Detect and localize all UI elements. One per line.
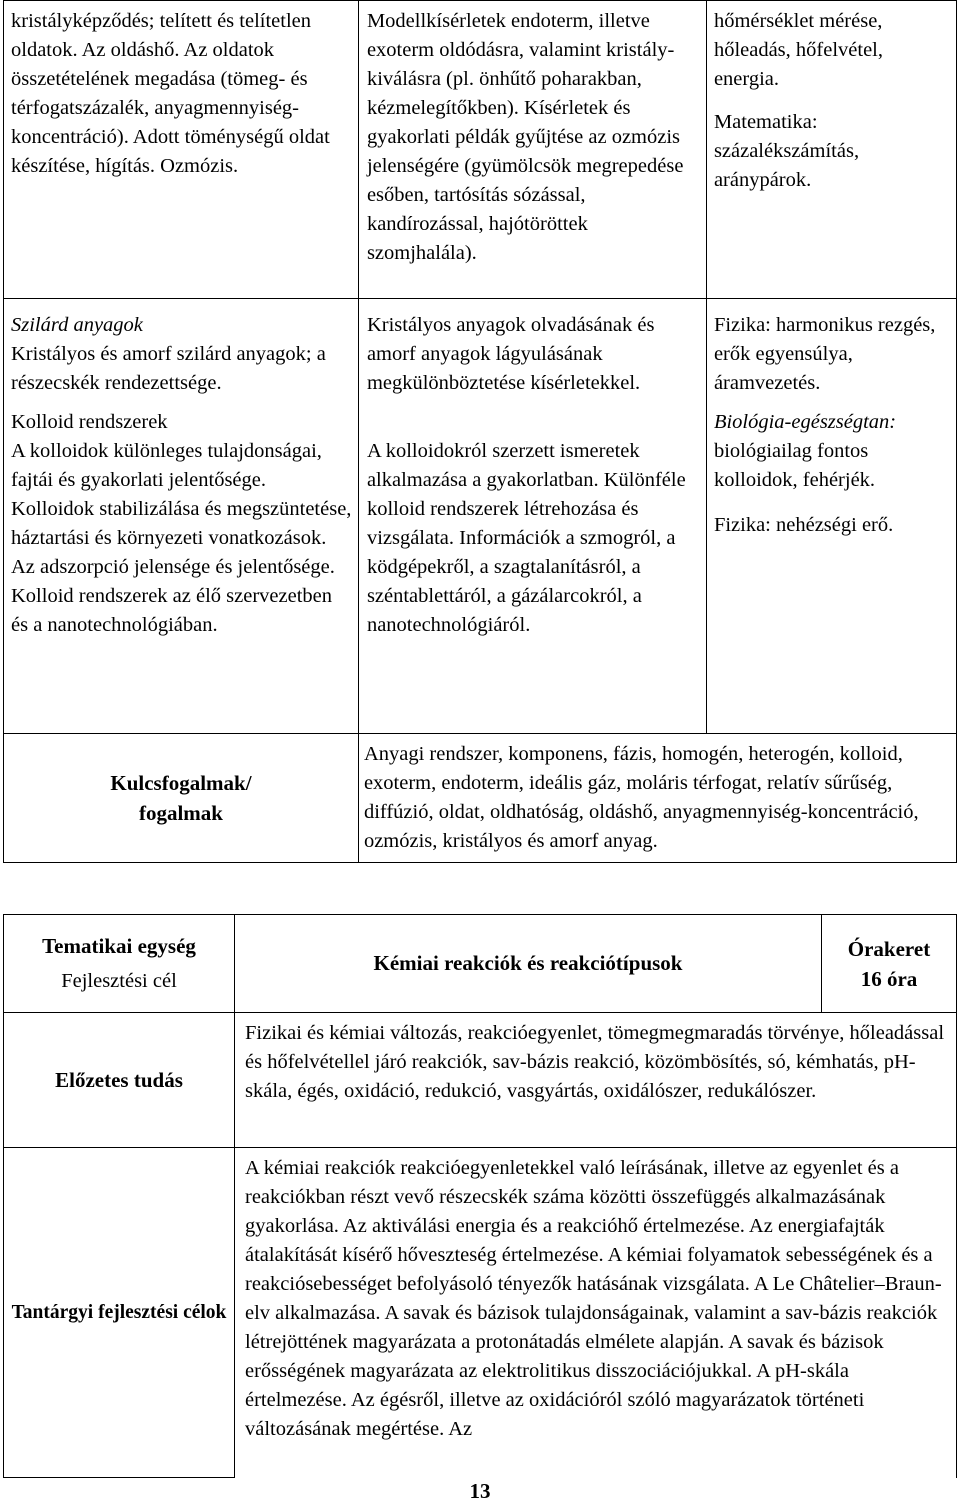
activities-cell-solutions <box>358 1 706 299</box>
hours-cell <box>822 915 957 1013</box>
physics-link-2: Fizika: nehézségi erő. <box>713 514 894 536</box>
development-goals-label-cell <box>4 1148 235 1478</box>
colloid-activity-text: A kolloidokról szerzett ismeretek alkalmazása a gyakorlatban. Különféle kolloid rendszerek létrehozása és vizsgálata. Információk a szmogról, a ködgépekről, a szagtalanításról, a széntablettáról, a gázálarcokról, a nanotechnológiáról. <box>366 440 686 636</box>
key-concepts-label-2: fogalmak <box>138 801 223 825</box>
solids-title: Szilárd anyagok <box>11 314 143 336</box>
page-number: 13 <box>469 1479 491 1503</box>
unit-header-cell <box>4 915 235 1013</box>
key-concepts-text-cell <box>358 734 956 863</box>
prior-knowledge-label: Előzetes tudás <box>55 1067 183 1092</box>
key-concepts-label-cell <box>4 734 359 863</box>
tematikai-label: Tematikai egység <box>42 933 196 958</box>
development-goals-text-cell <box>235 1148 957 1478</box>
crystal-activity-text: Kristályos anyagok olvadásának és amorf anyagok lágyulásának megkülönböztetése kísérletekkel. <box>366 314 655 394</box>
solutions-activities-text: Modellkísérletek endoterm, illetve exoterm oldódásra, valamint kristály-kiválásra (pl. önhűtő poharakban, kézmelegítőkben). Kísérletek és gyakorlati példák gyűjtése az ozmózis jelenségére (gyümölcsök megrepedése esőben, tartósítás sózással, kandírozással, hajótöröttek szomjhalála). <box>366 10 684 264</box>
prior-knowledge-text: Fizikai és kémiai változás, reakcióegyenlet, tömegmegmaradás törvénye, hőleadással és hőfelvétellel járó reakciók, sav-bázis reakció, közömbösítés, só, kémhatás, pH-skála, égés, oxidáció, redukció, vasgyártás, oxidálószer, redukálószer. <box>245 1022 945 1102</box>
physics-link-1: Fizika: harmonikus rezgés, erők egyensúlya, áramvezetés. <box>713 314 936 394</box>
biology-label: Biológia-egészségtan: <box>713 411 897 433</box>
hours-value: 16 óra <box>860 966 918 991</box>
curriculum-table-bottom <box>3 914 957 1478</box>
prior-knowledge-text-cell <box>235 1013 957 1148</box>
biology-text: biológiailag fontos kolloidok, fehérjék. <box>713 440 876 491</box>
solids-text: Kristályos és amorf szilárd anyagok; a részecskék rendezettsége. <box>11 343 326 394</box>
fejlesztesi-label: Fejlesztési cél <box>61 969 177 992</box>
unit-title-cell <box>235 915 822 1013</box>
math-label: Matematika: <box>713 111 818 133</box>
links-cell-solids <box>706 299 956 734</box>
colloid-text: A kolloidok különleges tulajdonságai, fajtái és gyakorlati jelentősége. Kolloidok stabilizálása és megszüntetése, háztartási és környezeti vonatkozások. Az adszorpció jelensége és jelentősége. Kolloid rendszerek az élő szervezetben és a nanotechnológiában. <box>11 440 352 636</box>
links-cell-solutions <box>706 1 956 299</box>
key-concepts-label-1: Kulcsfogalmak/ <box>110 771 252 795</box>
content-cell-solutions <box>4 1 359 299</box>
colloid-title: Kolloid rendszerek <box>11 411 168 433</box>
development-goals-label: Tantárgyi fejlesztési célok <box>11 1301 227 1323</box>
content-cell-solids <box>4 299 359 734</box>
solutions-text: kristályképződés; telített és telítetlen oldatok. Az oldáshő. Az oldatok összetételének megadása (tömeg- és térfogatszázalék, anyagmennyiség-koncentráció). Adott töménységű oldat készítése, hígítás. Ozmózis. <box>11 10 330 177</box>
physics-links-text: hőmérséklet mérése, hőleadás, hőfelvétel, energia. <box>713 10 883 90</box>
curriculum-table-top <box>3 0 957 863</box>
activities-cell-solids <box>358 299 706 734</box>
prior-knowledge-label-cell <box>4 1013 235 1148</box>
math-text: százalékszámítás, aránypárok. <box>713 140 860 191</box>
hours-label: Órakeret <box>847 936 931 961</box>
development-goals-text: A kémiai reakciók reakcióegyenletekkel való leírásának, illetve az egyenlet és a reakciókban részt vevő részecskék száma közötti összefüggés alkalmazásának gyakorlása. Az aktiválási energia és a reakcióhő értelmezése. Az energiafajták átalakítását kísérő hőveszteség értelmezése. A kémiai folyamatok sebességének és a reakciósebességet befolyásoló tényezők hatásának vizsgálata. A Le Châtelier–Braun-elv alkalmazása. A savak és bázisok tulajdonságainak, valamint a sav-bázis reakciók létrejöttének magyarázata a protonátadás elmélete alapján. A savak és bázisok erősségének magyarázata az elektrolitikus disszociációjukkal. A pH-skála értelmezése. Az égésről, illetve az oxidációról szóló magyarázatok történeti változásának megértése. Az <box>245 1157 942 1440</box>
unit-title: Kémiai reakciók és reakciótípusok <box>373 951 683 975</box>
key-concepts-text: Anyagi rendszer, komponens, fázis, homogén, heterogén, kolloid, exoterm, endoterm, ideális gáz, moláris térfogat, relatív sűrűség, diffúzió, oldat, oldhatóság, oldáshő, anyagmennyiség-koncentráció, ozmózis, kristályos és amorf anyag. <box>363 743 919 852</box>
